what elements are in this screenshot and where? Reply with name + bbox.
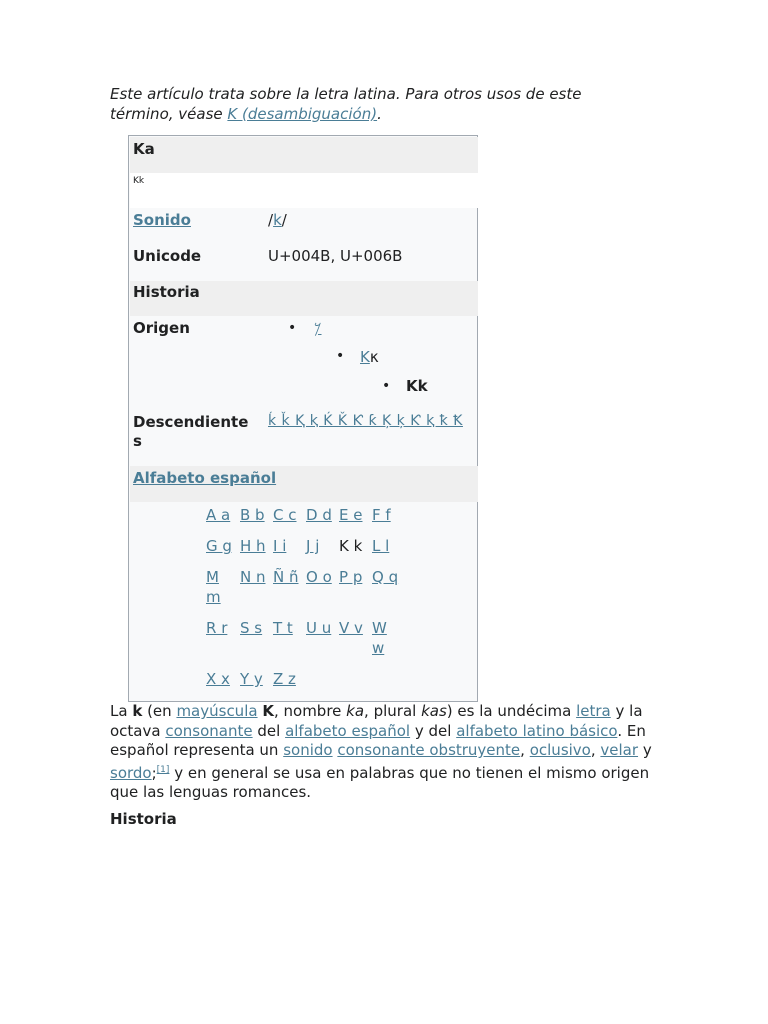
letter-g-link[interactable]: G g xyxy=(206,537,232,555)
bullet-icon: • xyxy=(382,378,391,394)
letter-e-link[interactable]: E e xyxy=(339,506,363,524)
letra-link[interactable]: letra xyxy=(576,702,611,720)
bullet-icon: • xyxy=(336,348,345,364)
letter-y-link[interactable]: Y y xyxy=(240,670,263,688)
letter-a-link[interactable]: A a xyxy=(206,506,231,524)
velar-link[interactable]: velar xyxy=(600,741,639,760)
descendientes-links[interactable]: ḱ ǩ Ⱪ ⱪ Ḱ Ǩ Ƙ ƙ Ķ ķ Ƙ ⱪ ꝁ Ꝁ xyxy=(268,413,463,429)
alphabet-grid xyxy=(130,502,478,700)
letter-q-link[interactable]: Q q xyxy=(372,568,399,586)
text: , nombre xyxy=(273,702,347,720)
letter-glyph: Kk xyxy=(133,176,145,186)
hatnote-suffix: . xyxy=(377,105,382,123)
text: y del xyxy=(410,721,457,740)
text-bold: K xyxy=(262,702,274,720)
letter-d-link[interactable]: D d xyxy=(306,506,332,524)
letter-n-link[interactable]: N n xyxy=(240,568,266,586)
letter-u-link[interactable]: U u xyxy=(306,619,332,637)
disambiguation-link[interactable]: K (desambiguación) xyxy=(227,105,378,123)
text: , xyxy=(520,741,530,760)
sordo-link[interactable]: sordo xyxy=(110,763,152,782)
letter-w-link[interactable]: W w xyxy=(372,619,387,657)
text: ) es la undécima xyxy=(446,702,577,720)
historia-label: Historia xyxy=(133,283,200,301)
letter-r-link[interactable]: R r xyxy=(206,619,228,637)
text: La xyxy=(110,702,133,720)
letter-f-link[interactable]: F f xyxy=(372,506,391,524)
consonante-obstruyente-link[interactable]: consonante obstruyente xyxy=(337,741,521,760)
text-italic: kas xyxy=(421,702,447,720)
letter-i-link[interactable]: I i xyxy=(273,537,287,555)
mayuscula-link[interactable]: mayúscula xyxy=(176,702,258,720)
letter-j-link[interactable]: J j xyxy=(306,537,320,555)
text: y la octava xyxy=(110,702,643,740)
slash-open: / xyxy=(268,211,274,229)
unicode-row xyxy=(130,244,478,280)
letter-x-link[interactable]: X x xyxy=(206,670,230,688)
letter-p-link[interactable]: P p xyxy=(339,568,363,586)
letter-l-link[interactable]: L l xyxy=(372,537,390,555)
letter-t-link[interactable]: T t xyxy=(273,619,293,637)
hatnote-text: Este artículo trata sobre la letra latina. Para otros usos de este término, véase xyxy=(110,85,582,123)
origen-row xyxy=(130,316,478,410)
infobox xyxy=(128,135,478,702)
slash-close: / xyxy=(281,211,287,229)
letter-enie-link[interactable]: Ñ ñ xyxy=(273,568,299,586)
alfabeto-espanol-link[interactable]: Alfabeto español xyxy=(133,469,277,487)
unicode-value: U+004B, U+006B xyxy=(268,247,403,265)
sonido-row xyxy=(130,208,478,244)
letter-k-current: K k xyxy=(339,537,363,555)
origin-greek-link[interactable]: Κ xyxy=(360,348,370,366)
descendientes-row xyxy=(130,410,478,466)
text: y en general se usa en palabras que no tienen el mismo origen que las lenguas romances. xyxy=(110,763,650,802)
text: , plural xyxy=(364,702,422,720)
alfabeto-row xyxy=(130,466,478,502)
bullet-icon: • xyxy=(288,320,297,336)
sonido-link[interactable]: Sonido xyxy=(133,211,191,229)
text-bold: k xyxy=(132,702,143,720)
letter-m-link[interactable]: M m xyxy=(206,568,221,606)
unicode-label: Unicode xyxy=(133,247,202,265)
infobox-glyph-row xyxy=(130,173,478,208)
infobox-title-row xyxy=(130,137,478,173)
consonante-link[interactable]: consonante xyxy=(165,721,253,740)
letter-s-link[interactable]: S s xyxy=(240,619,263,637)
oclusivo-link[interactable]: oclusivo xyxy=(529,741,591,760)
origen-label: Origen xyxy=(133,319,190,337)
reference-link[interactable]: [1] xyxy=(156,764,170,775)
historia-row xyxy=(130,281,478,316)
intro-paragraph xyxy=(110,702,670,803)
sonido-value xyxy=(268,211,287,229)
text: del xyxy=(252,721,286,740)
letter-v-link[interactable]: V v xyxy=(339,619,363,637)
text: ; xyxy=(151,763,157,782)
text: y xyxy=(638,741,652,760)
origin-phoenician-link[interactable]: 𐤊 xyxy=(314,319,322,337)
hatnote xyxy=(110,84,630,124)
letter-z-link[interactable]: Z z xyxy=(273,670,296,688)
ipa-k-link[interactable]: k xyxy=(273,211,282,229)
alfabeto-espanol-link[interactable]: alfabeto español xyxy=(285,721,411,740)
origin-latin: Kk xyxy=(406,377,428,395)
letter-b-link[interactable]: B b xyxy=(240,506,265,524)
letter-h-link[interactable]: H h xyxy=(240,537,266,555)
text: , xyxy=(590,741,601,760)
letter-c-link[interactable]: C c xyxy=(273,506,297,524)
sonido-link[interactable]: sonido xyxy=(283,741,333,760)
text: (en xyxy=(142,702,177,720)
letter-o-link[interactable]: O o xyxy=(306,568,332,586)
text-italic: ka xyxy=(346,702,365,720)
origin-greek: Κκ xyxy=(360,348,379,366)
descendientes-label: Descendiente s xyxy=(133,413,249,450)
text: . En español representa un xyxy=(110,721,646,760)
alfabeto-latino-link[interactable]: alfabeto latino básico xyxy=(456,721,618,740)
infobox-title: Ka xyxy=(133,140,155,158)
section-heading: Historia xyxy=(110,810,177,828)
